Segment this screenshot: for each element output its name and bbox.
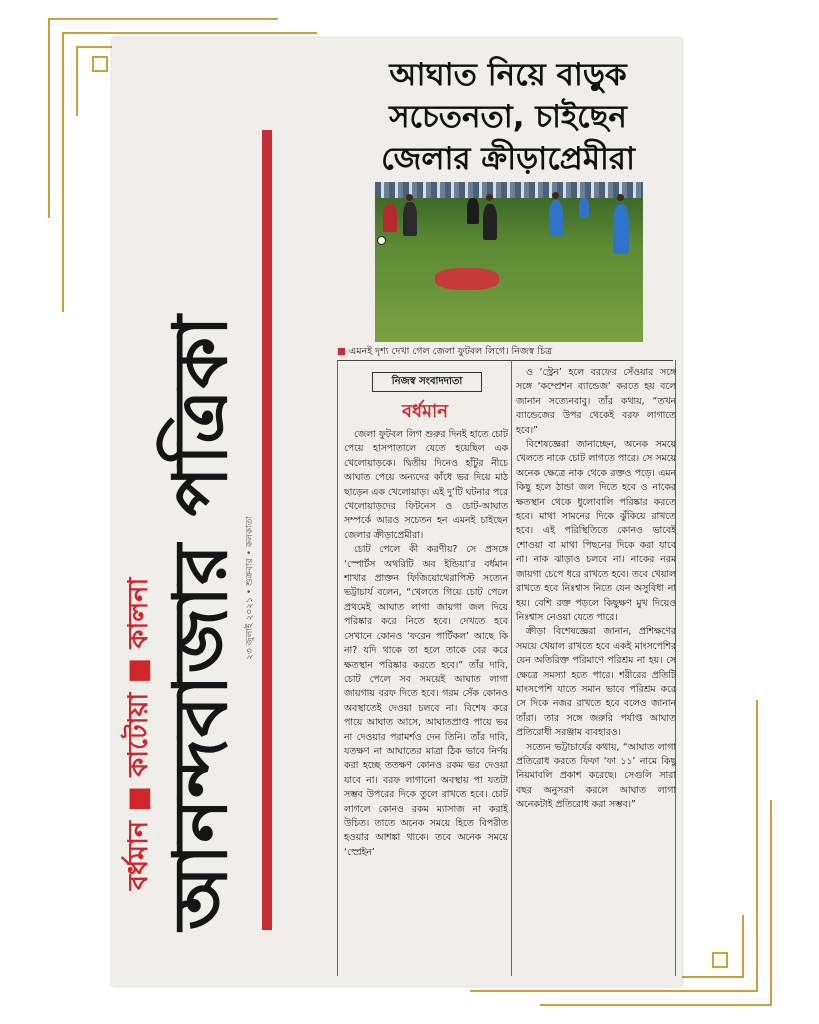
player	[483, 204, 497, 240]
byline: নিজস্ব সংবাদদাতা	[372, 372, 482, 392]
player	[403, 202, 417, 236]
column-rule	[337, 360, 338, 976]
player	[383, 204, 397, 232]
column-rule	[511, 360, 512, 976]
caption-marker: ■	[337, 346, 346, 357]
headline-line-3: জেলার ক্রীড়াপ্রেমীরা	[381, 141, 635, 177]
masthead	[116, 130, 266, 930]
masthead-red-bar	[262, 130, 272, 930]
paragraph: ক্রীড়া বিশেষজ্ঞেরা জানান, প্রশিক্ষণের সময়ে খেয়াল রাখতে হবে একই মাংসপেশির যেন অতিরিক্ত পরিমাণে পরিশ্রম না হয়। সে ক্ষেত্রে সমস্যা হতে পারে। শরীরের প্রতিটি মাংসপেশি যাতে সমান ভাবে পরিশ্রম করে সে দিকে নজর রাখতে হবে বলেও জানান তাঁরা। তার সঙ্গে জরুরি পর্যাপ্ত আঘাত প্রতিরোধী সরঞ্জাম ব্যবহারও।	[516, 626, 676, 739]
masthead-title: আনন্দবাজার পত্রিকা	[158, 314, 244, 930]
player	[579, 198, 589, 218]
article-column-2	[516, 366, 676, 976]
masthead-date: ২৩ জুলাই ২০২১ • শুক্রবার • কলকাতা	[245, 515, 255, 660]
paragraph: বিশেষজ্ঞেরা জানাচ্ছেন, অনেক সময়ে খেলতে নাকে চোট লাগতে পারে। সে সময়ে অনেক ক্ষেত্রে নাক থেকে রক্তও পড়ে। এমন কিছু হলে ঠান্ডা জল দিতে হবে ও নাকের ক্ষতস্থান থেকে ধুলোবালি পরিষ্কার করতে হবে। মাথা সামনের দিকে ঝুঁকিয়ে রাখতে হবে। এই পরিস্থিতিতে কোনও ভাবেই শোওয়া বা মাথা পিছনের দিকে করা যাবে না। নাক ঝাড়াও চলবে না। নাকের নরম জায়গা চেপে ধরে রাখতে হবে। তবে খেয়াল রাখতে হবে নিঃশ্বাস নিতে যেন অসুবিধা না হয়। বেশি রক্ত পড়লে কিছুক্ষণ মুখ দিয়েও নিঃশ্বাস নেওয়া যেতে পারে।	[516, 439, 676, 623]
article-column-1	[344, 428, 508, 976]
headline-line-2: সচেতনতা, চাইছেন	[389, 99, 627, 135]
football	[377, 236, 386, 245]
paragraph: চোট পেলে কী করণীয়? সে প্রসঙ্গে ‘স্পোর্টস অথরিটি অব ইন্ডিয়া’র বর্ধমান শাখার প্রাক্তন ফিজিয়োথেরাপিস্ট সত্যেন ভট্টাচার্য বলেন, “খেলতে গিয়ে চোট পেলে প্রথমেই আঘাত লাগা জায়গা জল দিয়ে পরিষ্কার করে নিতে হবে। দেখতে হবে সেখানে কোনও ‘ফরেন পার্টিকল’ আছে কি না? যদি থাকে তা হলে তাকে বের করে ক্ষতস্থান পরিষ্কার করতে হবে।” তাঁর দাবি, চোট পেলে সব সময়েই আঘাত লাগা জায়গায় বরফ দিতে হবে। গরম সেঁক কোনও অবস্থাতেই দেওয়া চলবে না। বিশেষ করে পায়ে আঘাত আসে, আঘাতপ্রাপ্ত পায়ে ভর না দেওয়ার পরামর্শও দেন তিনি। তাঁর দাবি, যতক্ষণ না আঘাতের মাত্রা ঠিক ভাবে নির্ণয় করা হচ্ছে ততক্ষণ কোনও রকম ভর দেওয়া যাবে না। বরফ লাগানো অবস্থায় পা যতটা সম্ভব উপরের দিকে তুলে রাখতে হবে। চোট লাগলে কোনও রকম ম্যাসাজ না করাই উচিত। তাতে অনেক সময়ে হিতে বিপরীত হওয়ার আশঙ্কা থাকে। তবে অনেক সময়ে ‘স্প্রেইন’	[344, 544, 508, 858]
caption-text: এমনই দৃশ্য দেখা গেল জেলা ফুটবল লিগে। নিজস্ব চিত্র	[349, 346, 553, 357]
photo-caption	[337, 344, 677, 360]
stadium-stand	[375, 182, 643, 198]
headline	[362, 54, 654, 180]
fallen-player	[435, 268, 499, 290]
player	[467, 198, 479, 224]
dateline: বর্ধমান	[401, 401, 449, 422]
football-match-photo	[375, 182, 643, 342]
caption-rule	[337, 360, 673, 361]
paragraph: ও ‘স্ট্রেন’ হলে বরফের সেঁওয়ার সঙ্গে সঙ্গে ‘কম্প্রেশন ব্যান্ডেজ’ করতে হয় বলে জানান সত্যেনবাবু। তাঁর কথায়, “তখন ব্যান্ডেজের উপর থেকেই বরফ লাগাতে হবে।”	[516, 367, 676, 436]
masthead-editions: বর্ধমান ■ কাটোয়া ■ কালনা	[123, 577, 154, 890]
paragraph: জেলা ফুটবল লিগ শুরুর দিনই হাতে চোট পেয়ে হাসপাতালে যেতে হয়েছিল এক খেলোয়াড়কে। দ্বিতীয় দিনেও হাঁটুর নীচে আঘাত পেয়ে অন্যদের কাঁধে ভর দিয়ে মাঠ ছাড়েন এক খেলোয়াড়। এই দু’টি ঘটনার পরে খেলোয়াড়দের ফিটনেস ও চোট-আঘাত সম্পর্কে আরও সচেতন হন এমনই চাইছেন জেলার ক্রীড়াপ্রেমীরা।	[344, 429, 508, 541]
headline-line-1: আঘাত নিয়ে বাড়ুক	[389, 57, 627, 93]
paragraph: সত্যেন ভট্টাচার্যের কথায়, “আঘাত লাগা প্রতিরোধ করতে ফিফা ‘ফা ১১’ নামে কিছু নিয়মাবলি প্রকাশ করেছে। সেগুলি সারা বছর অনুসরণ করলে আঘাত লাগা অনেকটাই প্রতিরোধ করা সম্ভব।”	[516, 741, 676, 811]
player	[613, 204, 629, 254]
player	[549, 200, 563, 236]
